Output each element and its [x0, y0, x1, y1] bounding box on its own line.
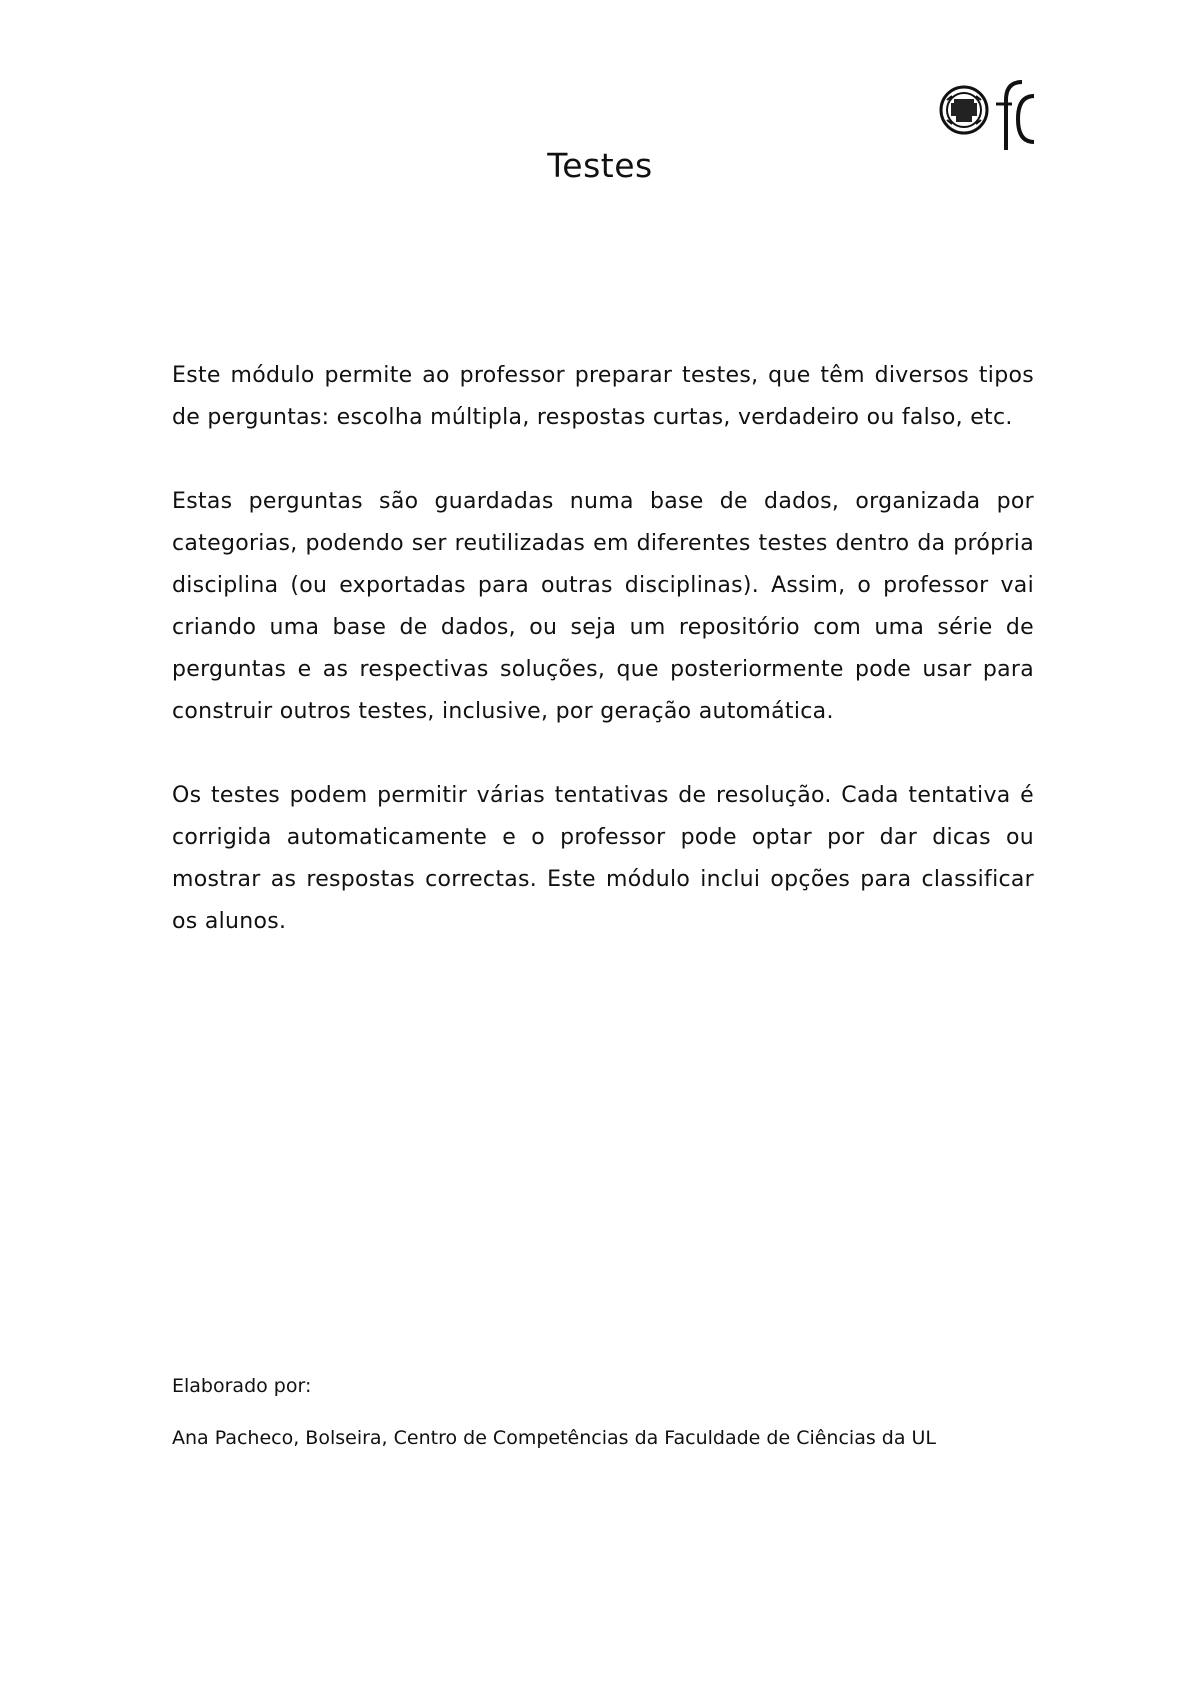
paragraph-intro: Este módulo permite ao professor preparar testes, que têm diversos tipos de perguntas: escolha múltipla, respostas curtas, verdadeiro ou falso, etc.	[172, 363, 1034, 430]
faculty-logo-icon	[938, 74, 1036, 152]
paragraph-question-bank: Estas perguntas são guardadas numa base de dados, organizada por categorias, podendo ser reutilizadas em diferentes testes dentro da própria disciplina (ou exportadas para outras disciplinas). Assim, o professor vai criando uma base de dados, ou seja um repositório com uma série de perguntas e as respectivas soluções, que posteriormente pode usar para construir outros testes, inclusive, por geração automática.	[172, 489, 1034, 724]
footer-credits	[172, 1372, 1072, 1452]
paragraph-attempts: Os testes podem permitir várias tentativas de resolução. Cada tentativa é corrigida automaticamente e o professor pode optar por dar dicas ou mostrar as respostas correctas. Este módulo inclui opções para classificar os alunos.	[172, 783, 1034, 934]
body-text	[172, 355, 1034, 985]
page-title: Testes	[547, 146, 653, 185]
footer-label: Elaborado por:	[172, 1375, 312, 1397]
footer-author: Ana Pacheco, Bolseira, Centro de Competências da Faculdade de Ciências da UL	[172, 1427, 937, 1449]
